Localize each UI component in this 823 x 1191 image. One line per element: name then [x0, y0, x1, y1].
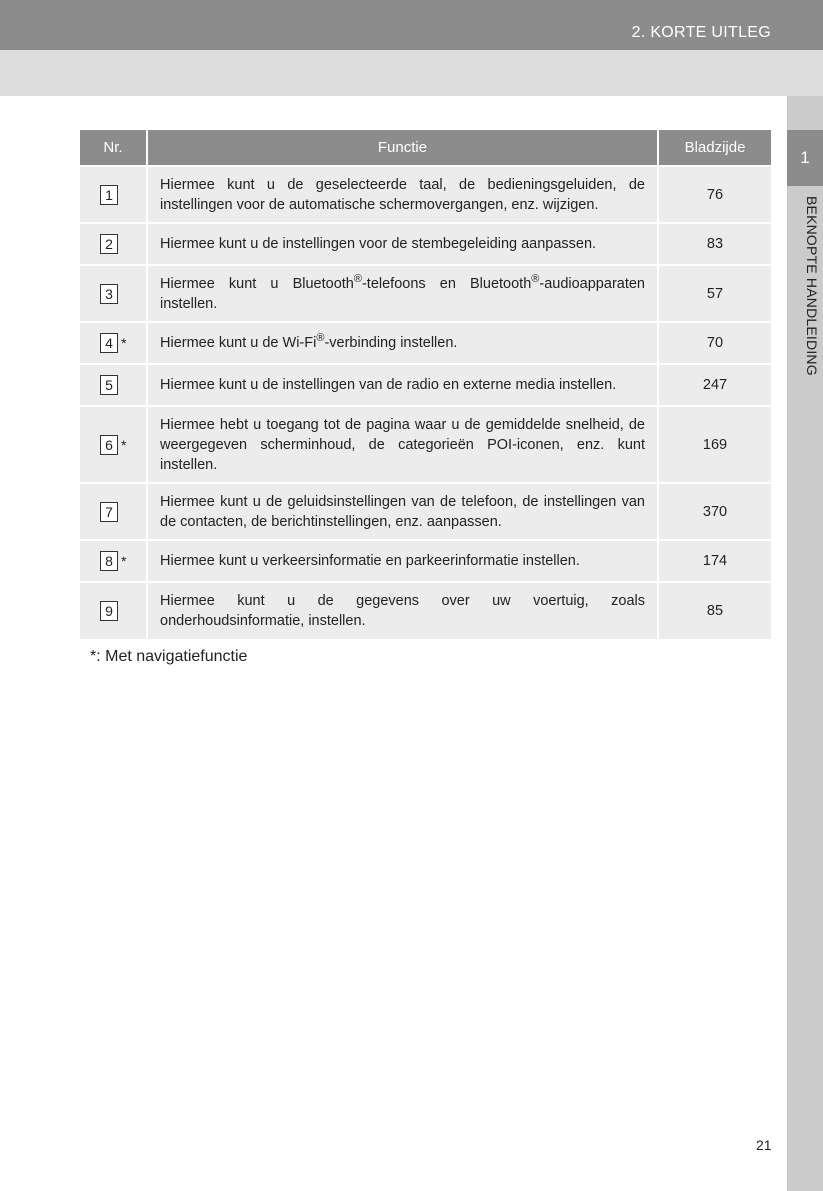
row-function: Hiermee kunt u de gegevens over uw voertuig, zoals onderhoudsinformatie, instellen. [147, 582, 658, 639]
row-page: 57 [658, 265, 771, 322]
section-title: 2. KORTE UITLEG [631, 24, 771, 41]
row-number: 1 [100, 185, 118, 205]
registered-mark: ® [316, 332, 325, 345]
row-page: 370 [658, 483, 771, 540]
row-function: Hiermee hebt u toegang tot de pagina waar u de gemiddelde snelheid, de weergegeven scherminhoud, de categorieën POI-iconen, enz. kunt instellen. [147, 406, 658, 483]
row-number: 9 [100, 601, 118, 621]
row-page: 247 [658, 364, 771, 406]
row-number-cell [80, 540, 147, 582]
navigation-star: * [121, 335, 127, 352]
navigation-star: * [121, 553, 127, 570]
row-number-cell [80, 582, 147, 639]
footnote: *: Met navigatiefunctie [90, 648, 248, 665]
table-row [80, 166, 771, 223]
header-band [0, 0, 823, 50]
row-number: 6 [100, 435, 118, 455]
text-part: -audioapparaten instellen. [160, 275, 645, 312]
table-header-row [80, 130, 771, 166]
row-number-cell [80, 322, 147, 364]
table-row [80, 540, 771, 582]
row-page: 70 [658, 322, 771, 364]
row-page: 85 [658, 582, 771, 639]
chapter-title: BEKNOPTE HANDLEIDING [804, 196, 820, 376]
registered-mark: ® [353, 272, 362, 285]
row-function [147, 322, 658, 364]
table-row [80, 582, 771, 639]
table-row [80, 322, 771, 364]
table-row [80, 265, 771, 322]
text-part: -verbinding instellen. [324, 335, 458, 351]
row-function: Hiermee kunt u de geluidsinstellingen van de telefoon, de instellingen van de contacten, de berichtinstellingen, enz. aanpassen. [147, 483, 658, 540]
function-table [80, 130, 771, 639]
text-part: Hiermee kunt u Bluetooth [160, 275, 354, 292]
row-number-cell [80, 265, 147, 322]
table-row [80, 483, 771, 540]
row-number-cell [80, 483, 147, 540]
column-header-bladzijde: Bladzijde [658, 130, 771, 166]
navigation-star: * [121, 436, 127, 453]
table-row [80, 406, 771, 483]
row-function [147, 265, 658, 322]
table-row [80, 364, 771, 406]
column-header-functie: Functie [147, 130, 658, 166]
registered-mark: ® [531, 272, 540, 285]
row-number: 5 [100, 375, 118, 395]
row-page: 76 [658, 166, 771, 223]
row-number: 3 [100, 284, 118, 304]
text-part: Hiermee kunt u de Wi-Fi [160, 335, 317, 351]
row-number-cell [80, 364, 147, 406]
chapter-number: 1 [787, 130, 823, 186]
row-function: Hiermee kunt u de instellingen van de radio en externe media instellen. [147, 364, 658, 406]
row-number: 8 [100, 551, 118, 571]
row-page: 83 [658, 223, 771, 265]
row-number-cell [80, 406, 147, 483]
row-function: Hiermee kunt u de geselecteerde taal, de bedieningsgeluiden, de instellingen voor de automatische schermovergangen, enz. wijzigen. [147, 166, 658, 223]
row-number: 7 [100, 502, 118, 522]
row-page: 174 [658, 540, 771, 582]
row-page: 169 [658, 406, 771, 483]
column-header-nr: Nr. [80, 130, 147, 166]
row-function: Hiermee kunt u de instellingen voor de stembegeleiding aanpassen. [147, 223, 658, 265]
text-part: -telefoons en Bluetooth [361, 275, 532, 292]
page-number: 21 [756, 1137, 772, 1153]
row-number-cell [80, 166, 147, 223]
table-row [80, 223, 771, 265]
row-number: 2 [100, 234, 118, 254]
row-number: 4 [100, 333, 118, 353]
header-subband [0, 50, 823, 96]
row-function: Hiermee kunt u verkeersinformatie en parkeerinformatie instellen. [147, 540, 658, 582]
row-number-cell [80, 223, 147, 265]
